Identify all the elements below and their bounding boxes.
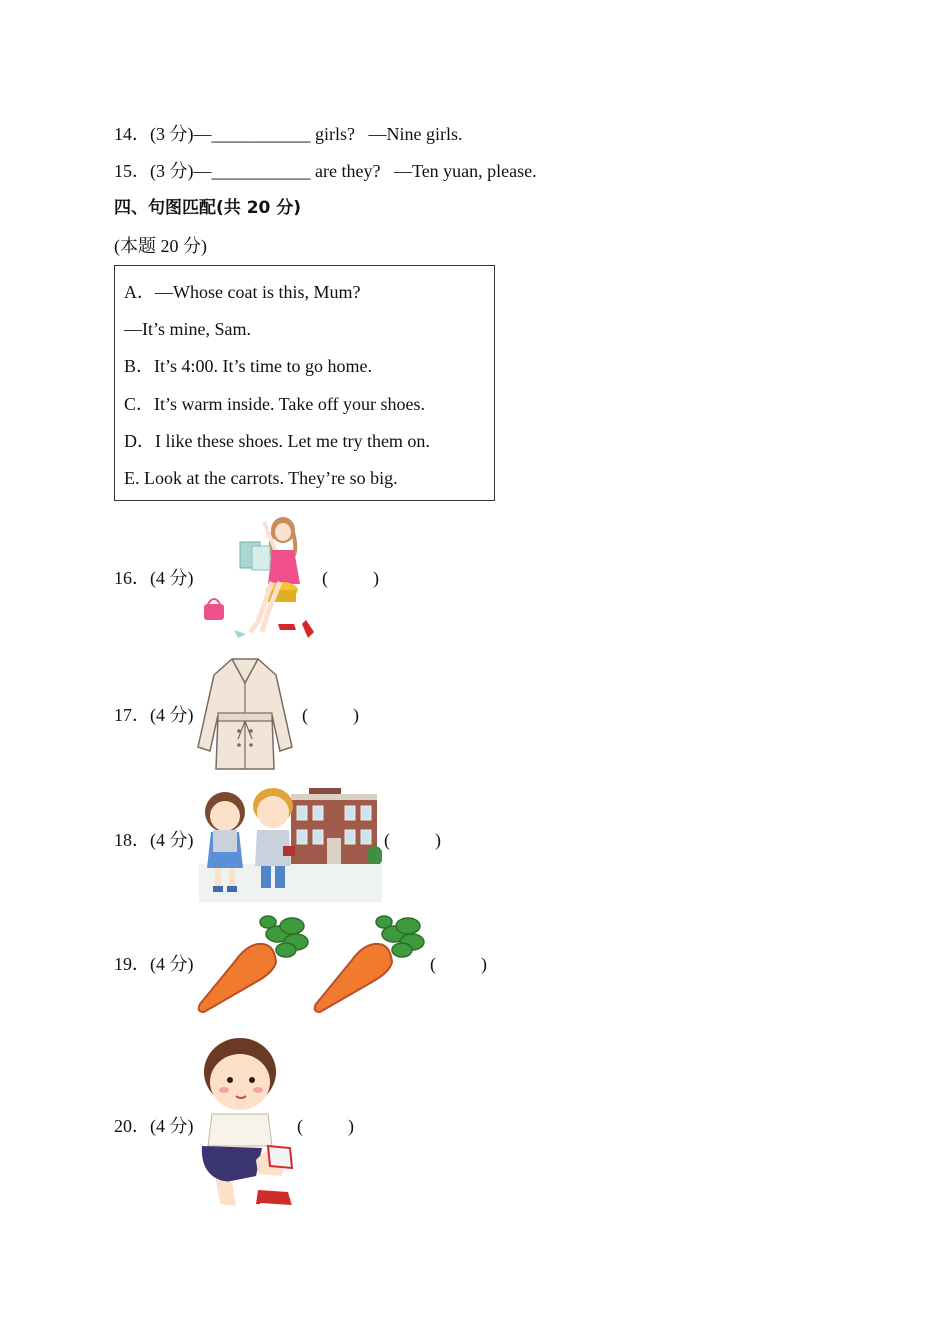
option-letter: E. [124,468,144,488]
question-points: (4 分) [150,830,194,850]
question-points: (4 分) [150,705,194,725]
option-text: —It’s mine, Sam. [124,319,251,339]
option-text: It’s warm inside. Take off your shoes. [154,394,426,414]
boy-shoes-icon [196,1036,298,1214]
option-letter: C． [124,394,155,414]
question-number: 16 [114,568,132,588]
question-15: 15．(3 分)—___________ are they? —Ten yuan, please. [114,161,537,181]
two-carrots-picture [196,908,432,1018]
question-points: (3 分) [150,161,194,181]
carrot-2 [315,916,424,1012]
answer-blank[interactable]: ( ) [384,830,441,850]
option-d [124,429,430,453]
question-16: 16．(4 分) [114,568,194,588]
question-19: 19．(4 分) [114,954,194,974]
carrots-icon [196,908,432,1018]
question-points: (4 分) [150,954,194,974]
question-points: (4 分) [150,1116,194,1136]
section-title: 四、句图匹配(共 20 分) [114,198,302,218]
option-b [124,354,372,378]
option-c [124,392,425,416]
option-a-line2 [124,317,251,341]
question-points: (3 分) [150,124,194,144]
question-14: 14．(3 分)—___________ girls? —Nine girls. [114,124,463,144]
option-a-line1 [124,280,360,304]
option-letter: B． [124,356,155,376]
question-20: 20．(4 分) [114,1116,194,1136]
school-children-icon [199,780,382,902]
children-leaving-school-picture [199,780,382,902]
question-17: 17．(4 分) [114,705,194,725]
girl-shopping-icon [198,512,323,644]
question-18: 18．(4 分) [114,830,194,850]
option-text: I like these shoes. Let me try them on. [155,431,430,451]
question-number: 15 [114,161,132,181]
coat-icon [196,655,294,773]
section-note: (本题 20 分) [114,236,207,256]
options-box [114,265,495,501]
option-letter: A． [124,282,155,302]
question-number: 17 [114,705,132,725]
girl-trying-on-shoes-picture [198,512,323,644]
option-text: Look at the carrots. They’re so big. [144,468,398,488]
question-number: 18 [114,830,132,850]
question-text: —___________ girls? —Nine girls. [193,124,463,144]
answer-blank[interactable]: ( ) [297,1116,354,1136]
option-text: —Whose coat is this, Mum? [155,282,361,302]
trench-coat-picture [196,655,294,773]
question-number: 14 [114,124,132,144]
question-points: (4 分) [150,568,194,588]
option-e [124,466,398,490]
question-text: —___________ are they? —Ten yuan, please. [193,161,537,181]
carrot-1 [199,916,308,1012]
answer-blank[interactable]: ( ) [302,705,359,725]
answer-blank[interactable]: ( ) [430,954,487,974]
boy-taking-off-shoes-picture [196,1036,298,1214]
option-letter: D． [124,431,155,451]
question-number: 19 [114,954,132,974]
question-number: 20 [114,1116,132,1136]
answer-blank[interactable]: ( ) [322,568,379,588]
option-text: It’s 4:00. It’s time to go home. [154,356,373,376]
